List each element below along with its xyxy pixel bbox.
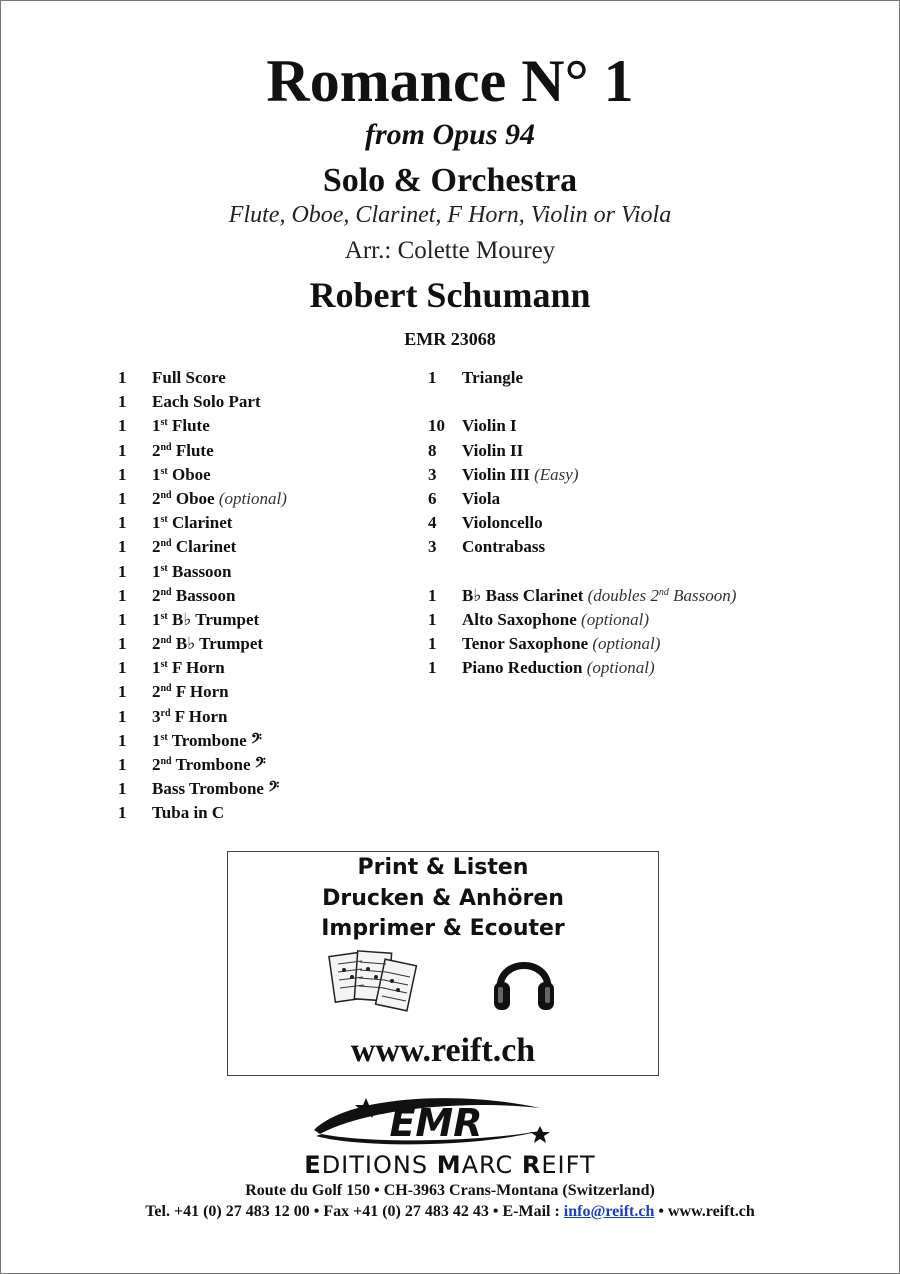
part-row [118,439,418,463]
part-quantity: 1 [428,368,437,387]
ordinal-suffix: nd [160,441,172,453]
part-quantity: 1 [428,634,437,654]
part-instrument: Bassoon [175,585,236,605]
arranger: Arr.: Colette Mourey [344,237,556,264]
page-title: Romance N° 1 [266,48,634,114]
ensemble: Solo & Orchestra [322,162,578,199]
part-row [428,414,868,438]
parts-list-right [428,366,868,680]
ordinal-suffix: st [160,731,168,743]
ordinal-digit: 2 [152,440,161,460]
ordinal-digit: 1 [152,464,161,484]
promo-url-link[interactable]: www.reift.ch [350,1032,536,1069]
part-name [462,584,736,608]
part-quantity: 6 [428,488,437,508]
part-quantity: 1 [428,585,437,605]
part-instrument: Tuba in C [152,803,225,823]
part-row-spacer [428,560,868,584]
promo-line-drucken: Drucken & Anhören [322,886,564,911]
part-quantity: 1 [118,755,127,774]
part-name [152,535,236,559]
ordinal-suffix: nd [160,756,172,767]
part-row [118,656,418,680]
part-instrument: Violin I [462,416,517,436]
part-instrument: Tenor Saxophone [462,634,589,654]
part-note: (optional) [592,634,661,654]
part-row [118,463,418,487]
part-name [152,753,266,777]
ordinal-digit: 2 [152,682,161,702]
part-instrument: Alto Saxophone [462,609,577,629]
part-name [462,439,523,463]
part-quantity: 1 [118,730,127,750]
part-instrument: Violin II [462,440,524,460]
part-quantity: 1 [118,706,127,726]
part-name [152,414,210,438]
sheet-music-icon [328,948,420,1020]
svg-text:EMR: EMR [389,1101,483,1145]
part-quantity: 1 [428,609,437,629]
part-note: (optional) [218,488,287,508]
ordinal-suffix: nd [160,683,172,695]
promo-line-print-listen: Print & Listen [357,855,529,880]
part-instrument: Triangle [462,368,524,387]
part-row [118,729,418,753]
part-row [118,390,418,414]
part-quantity: 1 [118,488,127,508]
ordinal-digit: 3 [152,706,161,726]
part-name [152,777,279,801]
part-note: (optional) [581,609,650,629]
part-row-spacer [428,390,868,414]
part-name [462,463,579,487]
part-name [462,632,660,656]
part-quantity: 1 [118,779,127,799]
part-instrument: Piano Reduction [462,658,583,678]
part-row [118,801,418,825]
part-name [462,535,545,559]
ordinal-digit: 2 [152,634,161,654]
part-row [428,535,868,559]
ordinal-suffix: st [160,610,168,622]
part-quantity: 1 [118,634,127,654]
part-row [118,705,418,729]
part-row [118,753,418,777]
print-listen-box [227,851,659,1076]
ordinal-digit: 1 [152,658,161,678]
part-row [428,463,868,487]
part-instrument: F Horn [175,682,229,702]
part-row [428,366,868,390]
ordinal-digit: 2 [152,537,161,557]
part-quantity: 3 [428,464,437,484]
ordinal-suffix: st [160,465,168,477]
ordinal-suffix: nd [160,586,172,598]
part-instrument: Violoncello [462,513,543,533]
ordinal-suffix: st [160,514,168,526]
contact-website: • www.reift.ch [654,1203,755,1220]
ordinal-digit: 2 [152,755,161,774]
ordinal-suffix: st [160,562,168,574]
ordinal-digit: 1 [152,416,161,436]
part-quantity: 1 [118,464,127,484]
part-row [118,632,418,656]
ordinal-suffix: nd [160,635,172,647]
part-name [152,705,227,729]
publisher-initial: R [521,1151,542,1179]
part-name [152,632,263,656]
ordinal-digit: 1 [152,513,161,533]
part-quantity: 3 [428,537,437,557]
part-name [152,656,225,680]
part-name [152,584,235,608]
part-row [118,584,418,608]
part-name [462,608,649,632]
ordinal-suffix: nd [160,489,172,501]
part-row [428,584,868,608]
emr-logo [308,1090,558,1150]
part-instrument: Trombone 𝄢 [175,755,266,774]
part-instrument: Oboe [171,464,211,484]
part-name [152,390,261,414]
ordinal-suffix: nd [658,586,669,598]
publisher-address: Route du Golf 150 • CH-3963 Crans-Montana (Switzerland) [245,1182,655,1199]
part-name [462,656,655,680]
part-name [152,463,211,487]
part-quantity: 1 [118,416,127,436]
headphones-icon [490,944,558,1016]
publisher-word: EIFT [541,1151,596,1179]
part-instrument: Clarinet [171,513,233,533]
part-instrument: Violin III [462,464,530,484]
part-instrument: F Horn [174,706,228,726]
publisher-word: ARC [461,1151,522,1179]
promo-line-imprimer: Imprimer & Ecouter [321,916,565,941]
part-note: (doubles 2nd Bassoon) [587,585,737,605]
catalog-number: EMR 23068 [404,329,496,349]
ordinal-digit: 1 [152,609,161,629]
part-instrument: Full Score [152,368,226,387]
part-row [428,608,868,632]
part-name [462,366,523,390]
part-row [118,366,418,390]
ordinal-suffix: nd [160,538,172,550]
part-quantity: 1 [118,368,127,387]
part-row [118,608,418,632]
ordinal-suffix: st [160,417,168,429]
part-quantity: 8 [428,440,437,460]
parts-list-left [118,366,418,826]
part-quantity: 1 [118,585,127,605]
contact-phone-fax: Tel. +41 (0) 27 483 12 00 • Fax +41 (0) 27 483 42 43 • E-Mail : [145,1203,564,1220]
part-row [118,680,418,704]
part-instrument: Contrabass [462,537,546,557]
part-name [462,414,517,438]
part-quantity: 1 [118,392,127,412]
ordinal-digit: 1 [152,730,161,750]
part-quantity: 10 [428,416,445,436]
part-quantity: 1 [118,440,127,460]
email-link[interactable]: info@reift.ch [563,1203,655,1220]
part-row [428,656,868,680]
part-instrument: Flute [175,440,214,460]
part-name [152,801,224,825]
ordinal-digit: 2 [152,585,161,605]
publisher-name [0,1150,900,1180]
part-row [118,414,418,438]
part-quantity: 4 [428,513,437,533]
part-name [152,366,226,390]
part-name [152,439,214,463]
part-instrument: Bassoon [171,561,232,581]
part-instrument: Flute [171,416,210,436]
part-name [152,487,287,511]
part-quantity: 1 [118,658,127,678]
part-quantity: 1 [118,537,127,557]
part-instrument: Viola [462,488,501,508]
part-instrument: B♭ Trumpet [175,634,264,654]
part-name [152,511,232,535]
part-name [152,608,259,632]
part-name [462,487,500,511]
part-name [152,560,232,584]
publisher-initial: M [436,1151,462,1179]
part-row [428,511,868,535]
part-instrument: Each Solo Part [152,392,261,412]
part-row [118,511,418,535]
subtitle: from Opus 94 [364,118,536,151]
part-instrument: Clarinet [175,537,237,557]
part-row [428,439,868,463]
part-quantity: 1 [428,658,437,678]
part-quantity: 1 [118,609,127,629]
part-row [118,777,418,801]
part-note: (optional) [586,658,655,678]
publisher-contact [0,1201,900,1223]
ordinal-suffix: st [160,659,168,671]
part-quantity: 1 [118,803,127,823]
part-name [152,680,229,704]
part-instrument: Trombone 𝄢 [171,730,262,750]
publisher-initial: E [304,1151,322,1179]
part-row [428,487,868,511]
part-instrument: F Horn [171,658,225,678]
ordinal-suffix: rd [160,707,171,719]
ordinal-digit: 1 [152,561,161,581]
part-quantity: 1 [118,513,127,533]
part-note: (Easy) [534,464,579,484]
part-name [152,729,262,753]
part-row [118,487,418,511]
part-quantity: 1 [118,561,127,581]
solo-instruments: Flute, Oboe, Clarinet, F Horn, Violin or Viola [228,202,672,228]
part-name [462,511,543,535]
part-quantity: 1 [118,682,127,702]
ordinal-digit: 2 [152,488,161,508]
part-instrument: B♭ Trumpet [171,609,260,629]
part-instrument: B♭ Bass Clarinet [462,585,584,605]
part-row [118,560,418,584]
publisher-word: DITIONS [321,1151,437,1179]
part-row [118,535,418,559]
part-instrument: Oboe [175,488,215,508]
part-row [428,632,868,656]
part-instrument: Bass Trombone 𝄢 [152,779,280,799]
composer: Robert Schumann [309,275,591,315]
